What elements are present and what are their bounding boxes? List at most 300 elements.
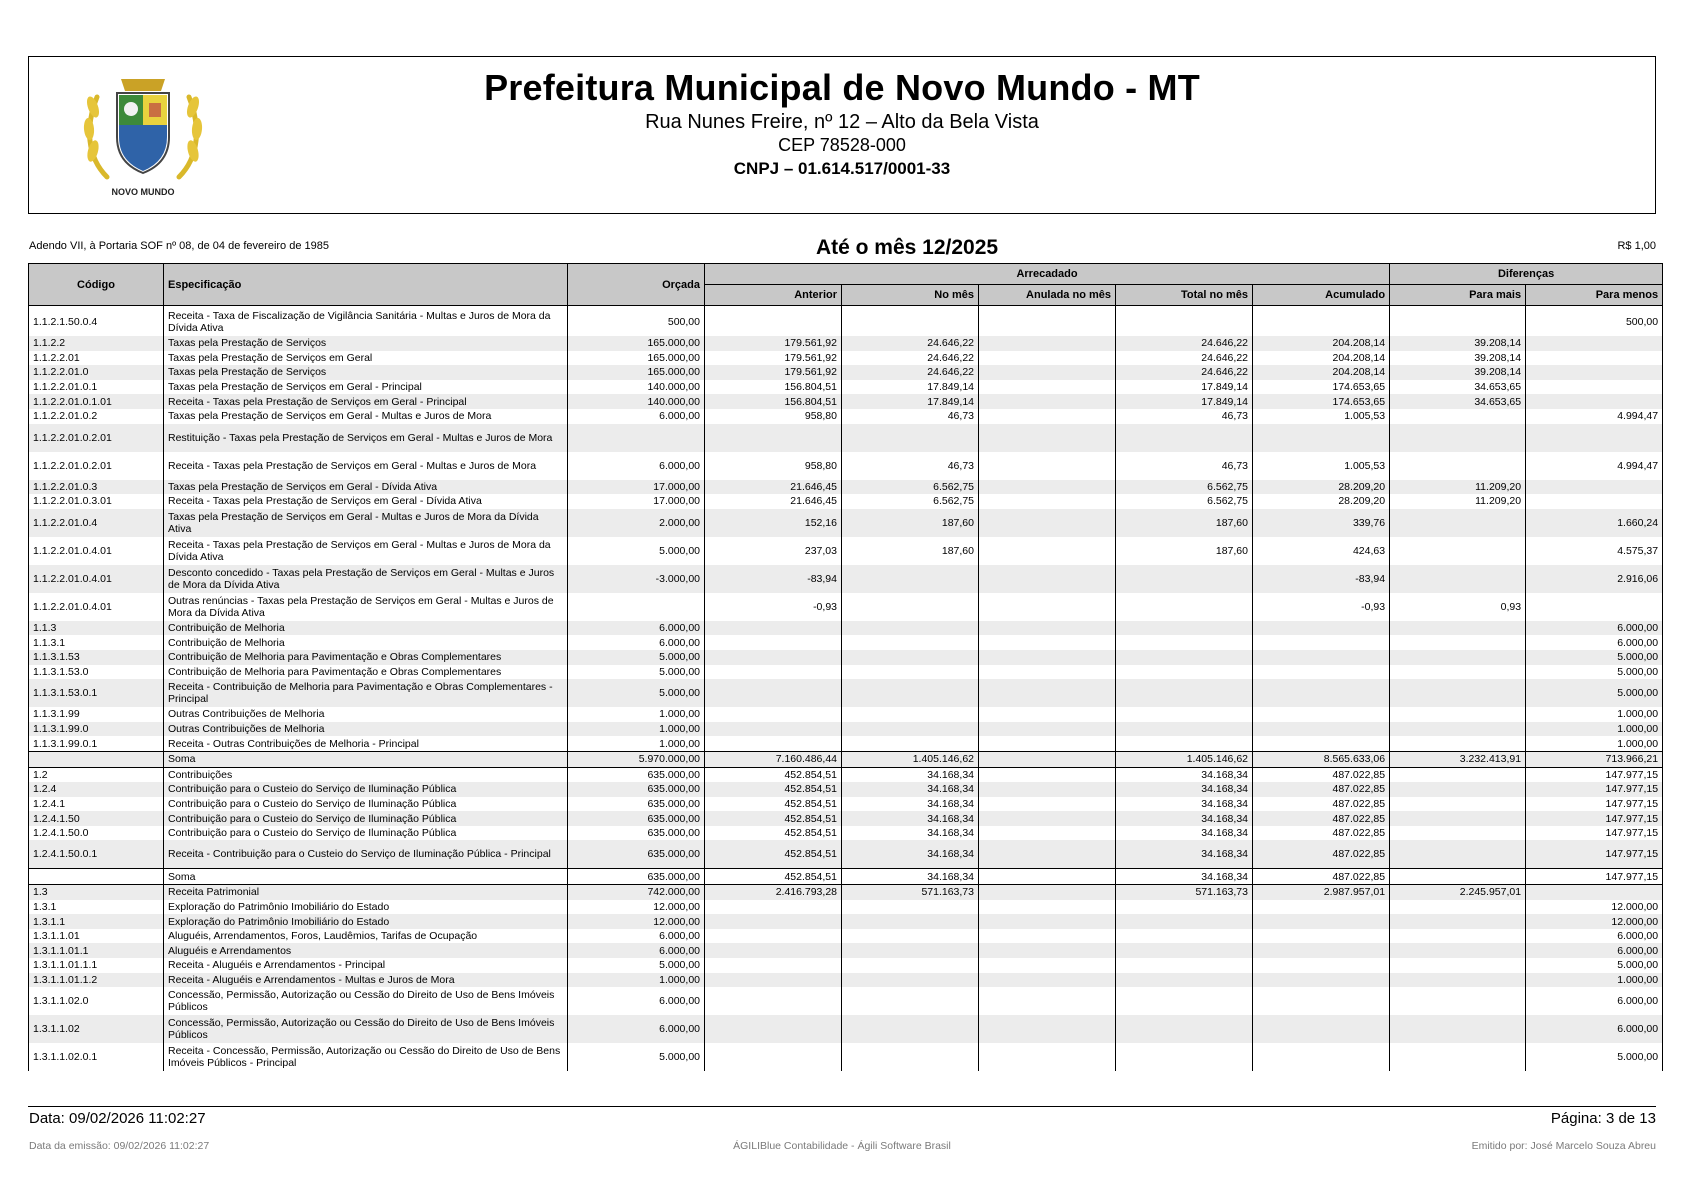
acumulado-cell	[1253, 987, 1390, 1015]
codigo-cell: 1.1.3	[29, 621, 164, 636]
anulada-cell	[979, 509, 1116, 537]
footer-date: Data: 09/02/2026 11:02:27	[29, 1110, 206, 1127]
anterior-cell: 452.854,51	[705, 767, 842, 782]
orcada-cell: 635.000,00	[568, 782, 705, 797]
para-menos-cell: 713.966,21	[1526, 751, 1663, 767]
orcada-cell: 12.000,00	[568, 914, 705, 929]
address: Rua Nunes Freire, nº 12 – Alto da Bela Vista	[645, 111, 1039, 133]
codigo-cell: 1.2.4.1.50.0.1	[29, 840, 164, 869]
anterior-cell	[705, 679, 842, 707]
total-no-mes-cell	[1116, 1043, 1253, 1071]
no-mes-cell: 17.849,14	[842, 380, 979, 395]
especificacao-cell: Contribuição para o Custeio do Serviço de Iluminação Pública	[164, 782, 568, 797]
table-row	[29, 973, 1663, 988]
codigo-cell: 1.1.3.1.99	[29, 707, 164, 722]
para-menos-cell: 500,00	[1526, 306, 1663, 337]
no-mes-cell	[842, 1015, 979, 1043]
total-no-mes-cell: 46,73	[1116, 452, 1253, 480]
acumulado-cell: 487.022,85	[1253, 767, 1390, 782]
para-menos-cell	[1526, 593, 1663, 621]
currency-unit: R$ 1,00	[1617, 240, 1656, 252]
table-body	[29, 306, 1663, 1072]
orcada-cell: 1.000,00	[568, 736, 705, 751]
para-mais-cell	[1390, 409, 1526, 424]
especificacao-cell: Restituição - Taxas pela Prestação de Serviços em Geral - Multas e Juros de Mora	[164, 424, 568, 452]
acumulado-cell	[1253, 1043, 1390, 1071]
especificacao-cell: Outras Contribuições de Melhoria	[164, 707, 568, 722]
no-mes-cell: 24.646,22	[842, 365, 979, 380]
para-mais-cell	[1390, 424, 1526, 452]
para-mais-cell	[1390, 782, 1526, 797]
especificacao-cell: Concessão, Permissão, Autorização ou Cessão do Direito de Uso de Bens Imóveis Públicos	[164, 1015, 568, 1043]
anterior-cell	[705, 736, 842, 751]
especificacao-cell: Desconto concedido - Taxas pela Prestação de Serviços em Geral - Multas e Juros de Mora da Dívida Ativa	[164, 565, 568, 593]
para-menos-cell: 6.000,00	[1526, 929, 1663, 944]
para-menos-cell: 4.575,37	[1526, 537, 1663, 565]
total-no-mes-cell: 34.168,34	[1116, 826, 1253, 841]
table-row	[29, 365, 1663, 380]
total-no-mes-cell: 187,60	[1116, 509, 1253, 537]
especificacao-cell: Exploração do Patrimônio Imobiliário do Estado	[164, 914, 568, 929]
acumulado-cell: 487.022,85	[1253, 811, 1390, 826]
acumulado-cell: 204.208,14	[1253, 365, 1390, 380]
para-menos-cell: 5.000,00	[1526, 665, 1663, 680]
table-row	[29, 707, 1663, 722]
anulada-cell	[979, 336, 1116, 351]
anterior-cell: 237,03	[705, 537, 842, 565]
para-mais-cell	[1390, 987, 1526, 1015]
anulada-cell	[979, 722, 1116, 737]
no-mes-cell	[842, 665, 979, 680]
total-no-mes-cell: 24.646,22	[1116, 365, 1253, 380]
para-menos-cell: 1.000,00	[1526, 736, 1663, 751]
especificacao-cell: Receita - Taxas pela Prestação de Serviços em Geral - Dívida Ativa	[164, 494, 568, 509]
acumulado-cell: 487.022,85	[1253, 782, 1390, 797]
codigo-cell: 1.1.2.2.01.0.2.01	[29, 424, 164, 452]
acumulado-cell	[1253, 929, 1390, 944]
acumulado-cell	[1253, 900, 1390, 915]
header-para-menos: Para menos	[1526, 285, 1663, 306]
anterior-cell: 452.854,51	[705, 840, 842, 869]
anterior-cell	[705, 722, 842, 737]
table-row	[29, 722, 1663, 737]
anulada-cell	[979, 424, 1116, 452]
orcada-cell: 140.000,00	[568, 380, 705, 395]
codigo-cell: 1.1.3.1.53.0	[29, 665, 164, 680]
especificacao-cell: Aluguéis e Arrendamentos	[164, 943, 568, 958]
para-menos-cell	[1526, 394, 1663, 409]
orcada-cell: 5.000,00	[568, 679, 705, 707]
no-mes-cell: 1.405.146,62	[842, 751, 979, 767]
total-no-mes-cell	[1116, 424, 1253, 452]
para-mais-cell	[1390, 797, 1526, 812]
anterior-cell: 452.854,51	[705, 811, 842, 826]
table-row	[29, 494, 1663, 509]
total-no-mes-cell: 1.405.146,62	[1116, 751, 1253, 767]
especificacao-cell: Taxas pela Prestação de Serviços	[164, 336, 568, 351]
codigo-cell: 1.1.3.1.53.0.1	[29, 679, 164, 707]
especificacao-cell: Contribuição para o Custeio do Serviço de Iluminação Pública	[164, 826, 568, 841]
anterior-cell	[705, 973, 842, 988]
no-mes-cell: 34.168,34	[842, 797, 979, 812]
table-row	[29, 351, 1663, 366]
anterior-cell: 179.561,92	[705, 351, 842, 366]
no-mes-cell	[842, 943, 979, 958]
total-no-mes-cell	[1116, 987, 1253, 1015]
anulada-cell	[979, 306, 1116, 337]
para-mais-cell: 11.209,20	[1390, 494, 1526, 509]
orcada-cell: 635.000,00	[568, 811, 705, 826]
table-row	[29, 914, 1663, 929]
anulada-cell	[979, 840, 1116, 869]
anterior-cell	[705, 621, 842, 636]
anulada-cell	[979, 987, 1116, 1015]
para-menos-cell: 5.000,00	[1526, 1043, 1663, 1071]
para-mais-cell	[1390, 914, 1526, 929]
table-row	[29, 565, 1663, 593]
codigo-cell: 1.1.2.2.01.0.2	[29, 409, 164, 424]
anulada-cell	[979, 394, 1116, 409]
anterior-cell	[705, 424, 842, 452]
orcada-cell: 140.000,00	[568, 394, 705, 409]
orcada-cell: 5.000,00	[568, 665, 705, 680]
no-mes-cell	[842, 707, 979, 722]
acumulado-cell: 28.209,20	[1253, 480, 1390, 495]
para-menos-cell: 5.000,00	[1526, 679, 1663, 707]
para-mais-cell	[1390, 869, 1526, 885]
footer-page-number: Página: 3 de 13	[1550, 1110, 1656, 1127]
acumulado-cell	[1253, 973, 1390, 988]
anterior-cell	[705, 306, 842, 337]
anterior-cell	[705, 943, 842, 958]
table-row	[29, 1015, 1663, 1043]
anterior-cell: 7.160.486,44	[705, 751, 842, 767]
orcada-cell: 6.000,00	[568, 621, 705, 636]
footer-emitted-by: Emitido por: José Marcelo Souza Abreu	[1471, 1140, 1656, 1152]
header-acumulado: Acumulado	[1253, 285, 1390, 306]
table-row	[29, 797, 1663, 812]
para-mais-cell	[1390, 1043, 1526, 1071]
para-menos-cell: 5.000,00	[1526, 958, 1663, 973]
para-menos-cell: 2.916,06	[1526, 565, 1663, 593]
codigo-cell	[29, 869, 164, 885]
codigo-cell: 1.2.4.1	[29, 797, 164, 812]
para-mais-cell: 11.209,20	[1390, 480, 1526, 495]
para-mais-cell: 39.208,14	[1390, 365, 1526, 380]
para-mais-cell: 3.232.413,91	[1390, 751, 1526, 767]
header-arrecadado: Arrecadado	[705, 264, 1390, 285]
anulada-cell	[979, 480, 1116, 495]
no-mes-cell: 571.163,73	[842, 885, 979, 900]
table-row	[29, 635, 1663, 650]
no-mes-cell	[842, 1043, 979, 1071]
table-row	[29, 958, 1663, 973]
anterior-cell: 958,80	[705, 409, 842, 424]
codigo-cell: 1.1.2.2.01.0	[29, 365, 164, 380]
orcada-cell	[568, 593, 705, 621]
codigo-cell: 1.3.1.1.01	[29, 929, 164, 944]
codigo-cell: 1.1.3.1	[29, 635, 164, 650]
codigo-cell: 1.3.1.1.02.0	[29, 987, 164, 1015]
no-mes-cell	[842, 679, 979, 707]
orcada-cell: 635.000,00	[568, 826, 705, 841]
no-mes-cell	[842, 424, 979, 452]
header-codigo: Código	[29, 264, 164, 306]
no-mes-cell	[842, 929, 979, 944]
especificacao-cell: Soma	[164, 751, 568, 767]
acumulado-cell	[1253, 914, 1390, 929]
footer-divider	[28, 1106, 1656, 1107]
codigo-cell: 1.3.1.1.01.1.1	[29, 958, 164, 973]
orcada-cell: 1.000,00	[568, 722, 705, 737]
para-mais-cell	[1390, 452, 1526, 480]
orcada-cell: 1.000,00	[568, 707, 705, 722]
header-orcada: Orçada	[568, 264, 705, 306]
anulada-cell	[979, 900, 1116, 915]
para-menos-cell: 147.977,15	[1526, 826, 1663, 841]
especificacao-cell: Receita - Taxas pela Prestação de Serviços em Geral - Principal	[164, 394, 568, 409]
anulada-cell	[979, 351, 1116, 366]
revenue-table	[28, 263, 1663, 1071]
para-menos-cell: 6.000,00	[1526, 943, 1663, 958]
para-menos-cell	[1526, 365, 1663, 380]
especificacao-cell: Receita - Contribuição de Melhoria para Pavimentação e Obras Complementares - Principal	[164, 679, 568, 707]
acumulado-cell	[1253, 635, 1390, 650]
para-mais-cell	[1390, 537, 1526, 565]
acumulado-cell	[1253, 707, 1390, 722]
no-mes-cell: 6.562,75	[842, 494, 979, 509]
codigo-cell: 1.1.2.2.01.0.1.01	[29, 394, 164, 409]
para-menos-cell	[1526, 351, 1663, 366]
especificacao-cell: Receita - Aluguéis e Arrendamentos - Multas e Juros de Mora	[164, 973, 568, 988]
header-para-mais: Para mais	[1390, 285, 1526, 306]
total-no-mes-cell	[1116, 679, 1253, 707]
para-menos-cell	[1526, 885, 1663, 900]
table-row	[29, 593, 1663, 621]
codigo-cell: 1.3.1.1.01.1.2	[29, 973, 164, 988]
no-mes-cell	[842, 650, 979, 665]
anulada-cell	[979, 593, 1116, 621]
table-row	[29, 409, 1663, 424]
anulada-cell	[979, 767, 1116, 782]
no-mes-cell: 34.168,34	[842, 782, 979, 797]
orcada-cell: 12.000,00	[568, 900, 705, 915]
table-row	[29, 650, 1663, 665]
especificacao-cell: Receita - Concessão, Permissão, Autorização ou Cessão do Direito de Uso de Bens Imóveis Públicos - Principal	[164, 1043, 568, 1071]
table-row	[29, 782, 1663, 797]
cnpj: CNPJ – 01.614.517/0001-33	[733, 159, 951, 178]
especificacao-cell: Receita - Taxas pela Prestação de Serviços em Geral - Multas e Juros de Mora	[164, 452, 568, 480]
anterior-cell	[705, 929, 842, 944]
especificacao-cell: Contribuição de Melhoria para Pavimentação e Obras Complementares	[164, 650, 568, 665]
table-row	[29, 811, 1663, 826]
anulada-cell	[979, 409, 1116, 424]
codigo-cell: 1.3.1.1	[29, 914, 164, 929]
acumulado-cell: 2.987.957,01	[1253, 885, 1390, 900]
anterior-cell	[705, 665, 842, 680]
anulada-cell	[979, 537, 1116, 565]
para-mais-cell	[1390, 973, 1526, 988]
acumulado-cell	[1253, 736, 1390, 751]
sum-row	[29, 751, 1663, 767]
anulada-cell	[979, 943, 1116, 958]
acumulado-cell: 487.022,85	[1253, 797, 1390, 812]
orcada-cell: 5.000,00	[568, 650, 705, 665]
codigo-cell: 1.3.1.1.02	[29, 1015, 164, 1043]
acumulado-cell	[1253, 958, 1390, 973]
report-subtitle: Adendo VII, à Portaria SOF nº 08, de 04 de fevereiro de 1985	[29, 240, 329, 252]
especificacao-cell: Contribuição de Melhoria para Pavimentação e Obras Complementares	[164, 665, 568, 680]
table-row	[29, 306, 1663, 337]
codigo-cell: 1.1.3.1.99.0.1	[29, 736, 164, 751]
table-row	[29, 840, 1663, 869]
acumulado-cell	[1253, 650, 1390, 665]
sum-row	[29, 869, 1663, 885]
anulada-cell	[979, 1043, 1116, 1071]
codigo-cell: 1.1.2.2.01.0.4.01	[29, 537, 164, 565]
anulada-cell	[979, 494, 1116, 509]
especificacao-cell: Taxas pela Prestação de Serviços em Geral - Multas e Juros de Mora da Dívida Ativa	[164, 509, 568, 537]
total-no-mes-cell: 46,73	[1116, 409, 1253, 424]
acumulado-cell: 28.209,20	[1253, 494, 1390, 509]
table-row	[29, 943, 1663, 958]
para-menos-cell: 147.977,15	[1526, 811, 1663, 826]
header-anterior: Anterior	[705, 285, 842, 306]
anulada-cell	[979, 365, 1116, 380]
anterior-cell: 179.561,92	[705, 336, 842, 351]
codigo-cell: 1.3.1	[29, 900, 164, 915]
header-diferencas: Diferenças	[1390, 264, 1663, 285]
acumulado-cell: 204.208,14	[1253, 336, 1390, 351]
codigo-cell: 1.2	[29, 767, 164, 782]
no-mes-cell: 46,73	[842, 452, 979, 480]
no-mes-cell	[842, 987, 979, 1015]
anterior-cell: 452.854,51	[705, 797, 842, 812]
no-mes-cell	[842, 722, 979, 737]
especificacao-cell: Concessão, Permissão, Autorização ou Cessão do Direito de Uso de Bens Imóveis Públicos	[164, 987, 568, 1015]
para-menos-cell: 147.977,15	[1526, 782, 1663, 797]
orcada-cell: 500,00	[568, 306, 705, 337]
orcada-cell: 165.000,00	[568, 351, 705, 366]
acumulado-cell: 204.208,14	[1253, 351, 1390, 366]
orcada-cell: 635.000,00	[568, 869, 705, 885]
total-no-mes-cell	[1116, 1015, 1253, 1043]
no-mes-cell	[842, 958, 979, 973]
codigo-cell: 1.3.1.1.02.0.1	[29, 1043, 164, 1071]
especificacao-cell: Soma	[164, 869, 568, 885]
para-mais-cell	[1390, 958, 1526, 973]
acumulado-cell: 487.022,85	[1253, 840, 1390, 869]
para-menos-cell: 147.977,15	[1526, 840, 1663, 869]
orcada-cell: 6.000,00	[568, 929, 705, 944]
codigo-cell: 1.1.2.2.01.0.1	[29, 380, 164, 395]
codigo-cell: 1.1.2.2.01.0.3.01	[29, 494, 164, 509]
footer-software: ÁGILIBlue Contabilidade - Ágili Software Brasil	[733, 1140, 951, 1152]
anulada-cell	[979, 782, 1116, 797]
especificacao-cell: Taxas pela Prestação de Serviços em Geral - Principal	[164, 380, 568, 395]
para-mais-cell	[1390, 929, 1526, 944]
codigo-cell: 1.1.2.2.01.0.4.01	[29, 593, 164, 621]
header-anulada-no-mes: Anulada no mês	[979, 285, 1116, 306]
header-total-no-mes: Total no mês	[1116, 285, 1253, 306]
anulada-cell	[979, 958, 1116, 973]
orcada-cell: -3.000,00	[568, 565, 705, 593]
no-mes-cell: 34.168,34	[842, 811, 979, 826]
especificacao-cell: Contribuição de Melhoria	[164, 621, 568, 636]
para-menos-cell: 1.000,00	[1526, 707, 1663, 722]
codigo-cell: 1.1.3.1.53	[29, 650, 164, 665]
no-mes-cell	[842, 593, 979, 621]
total-no-mes-cell: 34.168,34	[1116, 869, 1253, 885]
codigo-cell: 1.3	[29, 885, 164, 900]
acumulado-cell	[1253, 306, 1390, 337]
anterior-cell: 452.854,51	[705, 869, 842, 885]
para-mais-cell	[1390, 900, 1526, 915]
acumulado-cell: 339,76	[1253, 509, 1390, 537]
codigo-cell	[29, 751, 164, 767]
no-mes-cell	[842, 306, 979, 337]
total-no-mes-cell	[1116, 929, 1253, 944]
table-row	[29, 736, 1663, 751]
orcada-cell: 6.000,00	[568, 635, 705, 650]
codigo-cell: 1.2.4.1.50.0	[29, 826, 164, 841]
table-row	[29, 537, 1663, 565]
total-no-mes-cell: 24.646,22	[1116, 336, 1253, 351]
total-no-mes-cell: 6.562,75	[1116, 494, 1253, 509]
acumulado-cell: 487.022,85	[1253, 826, 1390, 841]
table-row	[29, 1043, 1663, 1071]
anterior-cell	[705, 635, 842, 650]
no-mes-cell	[842, 635, 979, 650]
acumulado-cell	[1253, 1015, 1390, 1043]
para-mais-cell	[1390, 665, 1526, 680]
para-menos-cell: 1.660,24	[1526, 509, 1663, 537]
para-mais-cell: 2.245.957,01	[1390, 885, 1526, 900]
para-menos-cell: 4.994,47	[1526, 409, 1663, 424]
codigo-cell: 1.1.2.2.01	[29, 351, 164, 366]
especificacao-cell: Contribuição de Melhoria	[164, 635, 568, 650]
anulada-cell	[979, 650, 1116, 665]
table-row	[29, 929, 1663, 944]
especificacao-cell: Exploração do Patrimônio Imobiliário do Estado	[164, 900, 568, 915]
acumulado-cell: 424,63	[1253, 537, 1390, 565]
especificacao-cell: Outras renúncias - Taxas pela Prestação de Serviços em Geral - Multas e Juros de Mora da Dívida Ativa	[164, 593, 568, 621]
anulada-cell	[979, 826, 1116, 841]
codigo-cell: 1.2.4	[29, 782, 164, 797]
acumulado-cell	[1253, 679, 1390, 707]
orcada-cell: 6.000,00	[568, 1015, 705, 1043]
table-row	[29, 826, 1663, 841]
para-mais-cell: 39.208,14	[1390, 351, 1526, 366]
orcada-cell: 165.000,00	[568, 365, 705, 380]
orcada-cell: 635.000,00	[568, 797, 705, 812]
especificacao-cell: Taxas pela Prestação de Serviços em Geral - Multas e Juros de Mora	[164, 409, 568, 424]
page-title: Prefeitura Municipal de Novo Mundo - MT	[484, 67, 1200, 108]
para-menos-cell: 6.000,00	[1526, 635, 1663, 650]
total-no-mes-cell	[1116, 722, 1253, 737]
anterior-cell: 2.416.793,28	[705, 885, 842, 900]
total-no-mes-cell	[1116, 736, 1253, 751]
acumulado-cell: 1.005,53	[1253, 409, 1390, 424]
anulada-cell	[979, 797, 1116, 812]
para-menos-cell	[1526, 336, 1663, 351]
acumulado-cell: 174.653,65	[1253, 394, 1390, 409]
especificacao-cell: Contribuição para o Custeio do Serviço de Iluminação Pública	[164, 797, 568, 812]
anterior-cell	[705, 914, 842, 929]
para-menos-cell	[1526, 424, 1663, 452]
table-row	[29, 665, 1663, 680]
no-mes-cell: 34.168,34	[842, 840, 979, 869]
